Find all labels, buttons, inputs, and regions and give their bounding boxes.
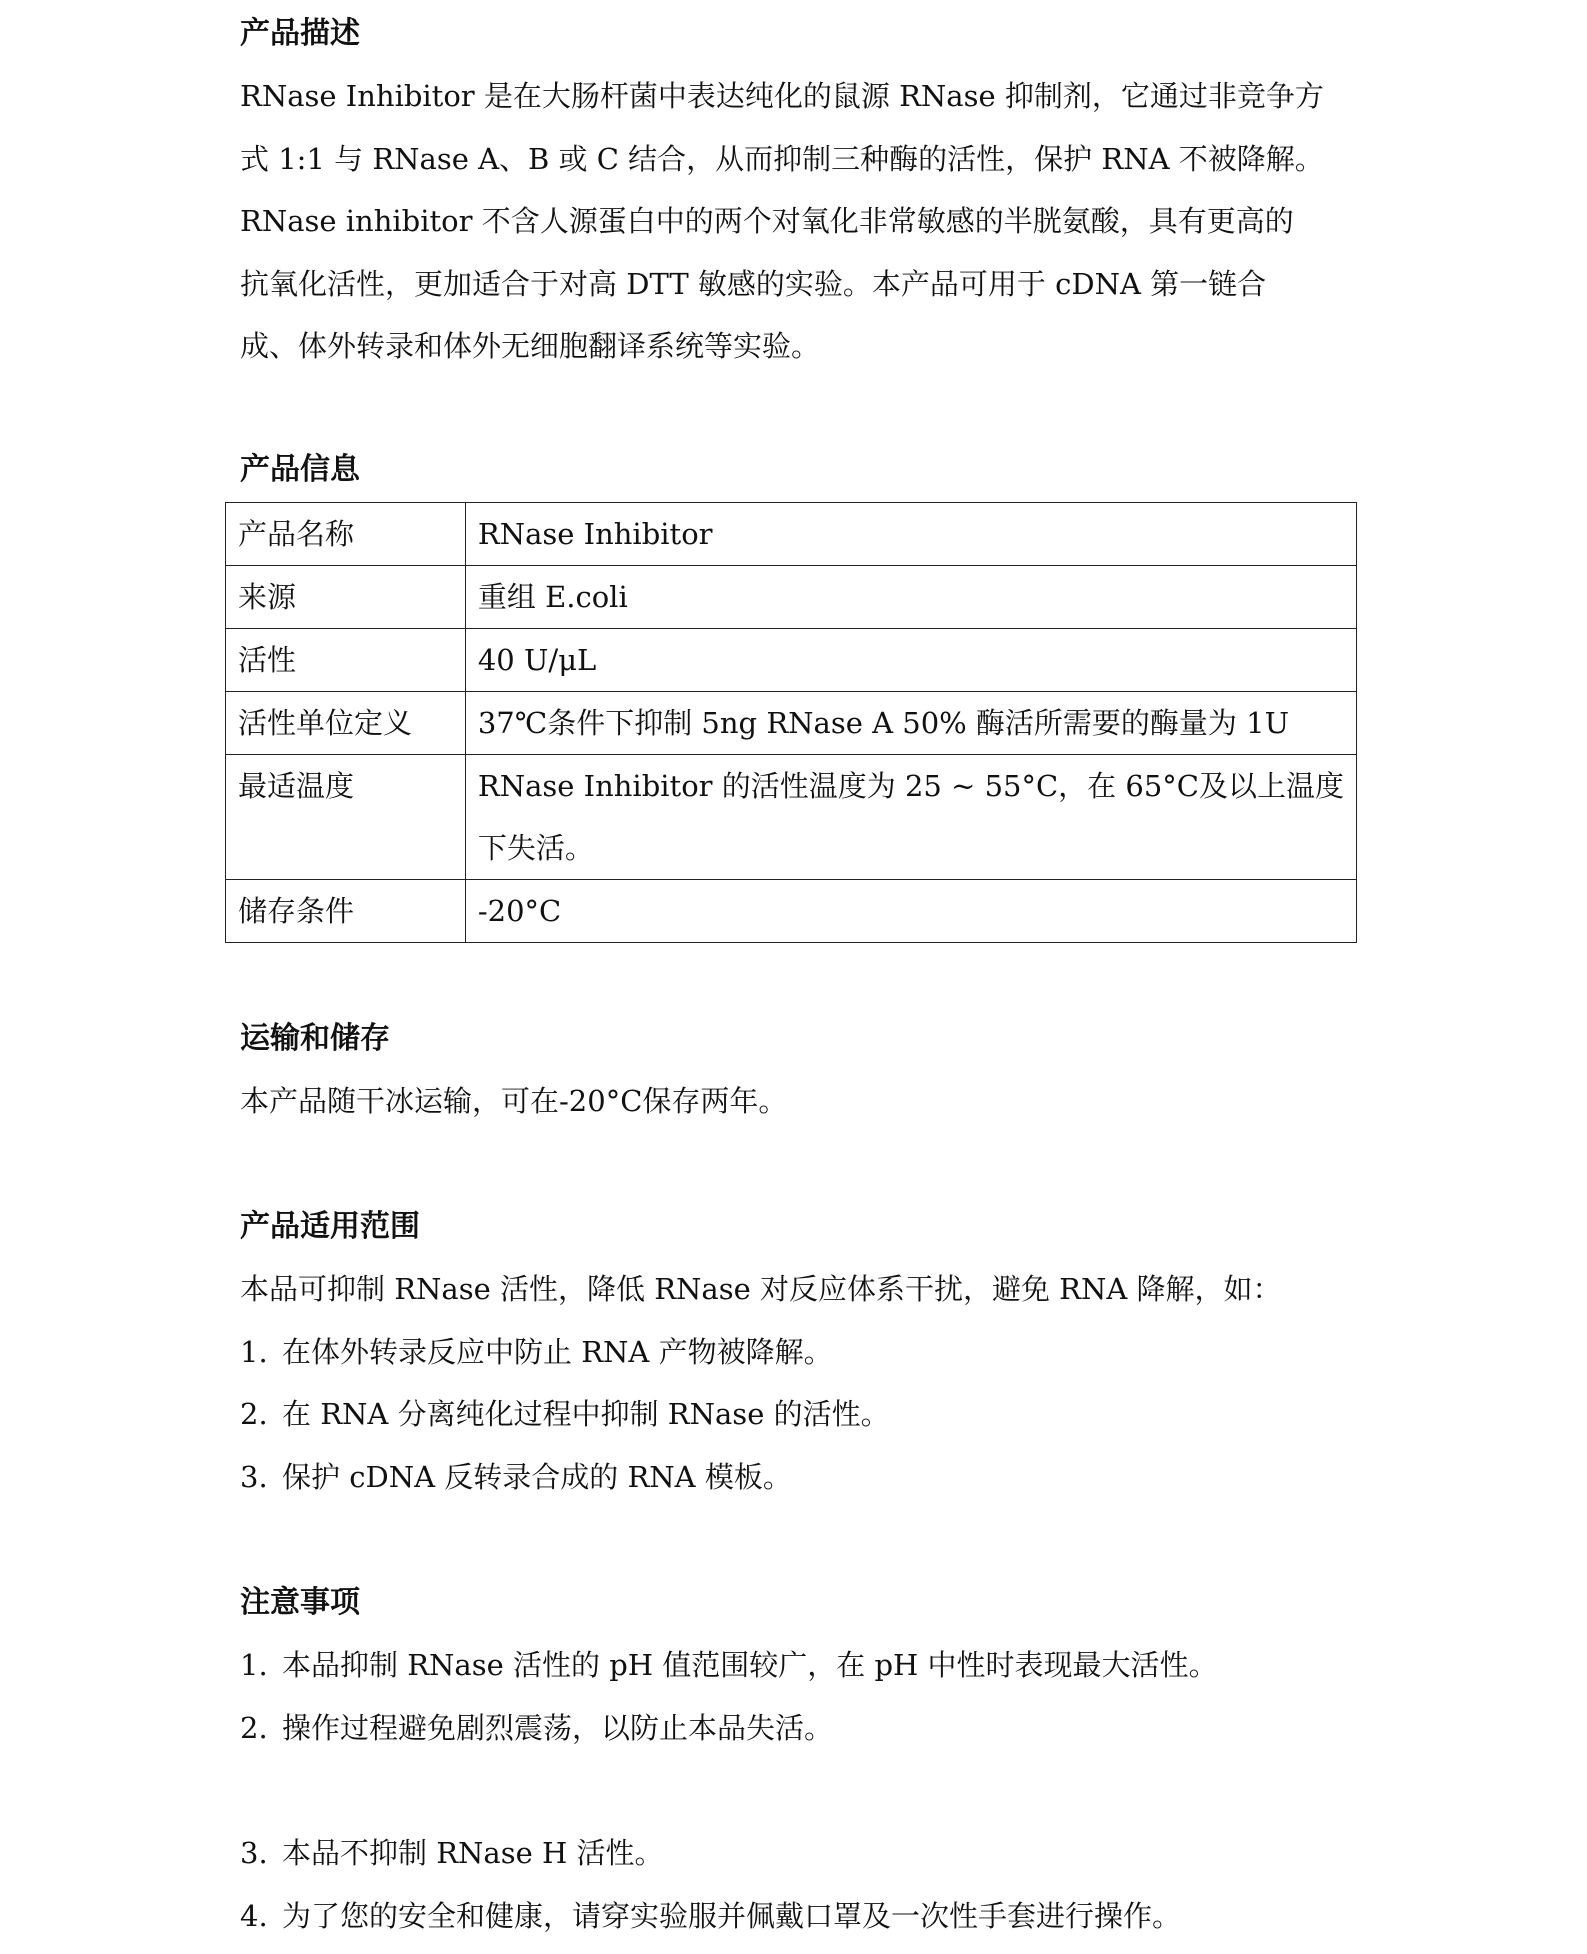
description-line: RNase inhibitor 不含人源蛋白中的两个对氧化非常敏感的半胱氨酸，具有更高的 [240,204,1294,238]
info-value-cell [465,755,1356,880]
list-item [240,1822,1360,1885]
scope-intro: 本品可抑制 RNase 活性，降低 RNase 对反应体系干扰，避免 RNA 降解，如： [240,1272,1282,1306]
info-heading: 产品信息 [240,452,360,487]
table-row [226,566,1357,629]
storage-text: 本产品随干冰运输，可在-20°C保存两年。 [240,1084,788,1118]
info-key: 最适温度 [226,755,466,880]
product-info-table [225,502,1357,943]
description-line: 式 1:1 与 RNase A、B 或 C 结合，从而抑制三种酶的活性，保护 RNA 不被降解。 [240,141,1324,176]
notes-heading: 注意事项 [240,1585,360,1620]
list-item [240,1697,1360,1760]
info-key: 储存条件 [226,880,466,943]
list-number: 1. [240,1648,268,1682]
list-text: 在 RNA 分离纯化过程中抑制 RNase 的活性。 [282,1397,890,1431]
list-text: 在体外转录反应中防止 RNA 产物被降解。 [282,1334,833,1369]
info-value: 重组 E.coli [465,566,1356,629]
list-text: 保护 cDNA 反转录合成的 RNA 模板。 [282,1459,792,1494]
list-number: 4. [240,1898,268,1933]
list-text: 本品不抑制 RNase H 活性。 [282,1836,664,1870]
info-value: RNase Inhibitor 的活性温度为 25 ~ 55°C，在 65°C及以上温度 [477,769,1344,803]
list-text: 为了您的安全和健康，请穿实验服并佩戴口罩及一次性手套进行操作。 [282,1898,1182,1933]
list-item [240,1321,1360,1384]
info-key: 活性单位定义 [226,692,466,755]
info-value-continued: 下失活。 [477,831,594,865]
table-row [226,755,1357,880]
table-row [226,503,1357,566]
list-number: 3. [240,1836,268,1870]
list-number: 2. [240,1397,268,1431]
list-number: 2. [240,1710,268,1745]
list-item [240,1446,1360,1509]
info-key: 活性 [226,629,466,692]
table-row [226,692,1357,755]
description-paragraph [240,65,1360,378]
storage-paragraph [240,1070,1360,1133]
description-line: 成、体外转录和体外无细胞翻译系统等实验。 [240,329,821,363]
list-number: 1. [240,1334,268,1369]
list-text: 本品抑制 RNase 活性的 pH 值范围较广，在 pH 中性时表现最大活性。 [282,1648,1218,1682]
scope-paragraph [240,1258,1360,1508]
info-key: 产品名称 [226,503,466,566]
storage-heading: 运输和储存 [240,1021,390,1056]
list-number: 3. [240,1459,268,1494]
description-line: 抗氧化活性，更加适合于对高 DTT 敏感的实验。本产品可用于 cDNA 第一链合 [240,266,1267,301]
list-item [240,1634,1360,1697]
info-value: -20°C [465,880,1356,943]
list-item [240,1885,1360,1948]
list-text: 操作过程避免剧烈震荡，以防止本品失活。 [282,1710,834,1745]
list-item [240,1383,1360,1446]
scope-heading: 产品适用范围 [240,1209,420,1244]
description-heading: 产品描述 [240,16,360,51]
info-value: 40 U/μL [465,629,1356,692]
notes-paragraph-a [240,1634,1360,1759]
info-value: 37℃条件下抑制 5ng RNase A 50% 酶活所需要的酶量为 1U [465,692,1356,755]
table-row [226,880,1357,943]
notes-paragraph-b [240,1822,1360,1947]
info-value: RNase Inhibitor [465,503,1356,566]
info-key: 来源 [226,566,466,629]
table-row [226,629,1357,692]
description-line: RNase Inhibitor 是在大肠杆菌中表达纯化的鼠源 RNase 抑制剂，它通过非竞争方 [240,79,1324,113]
